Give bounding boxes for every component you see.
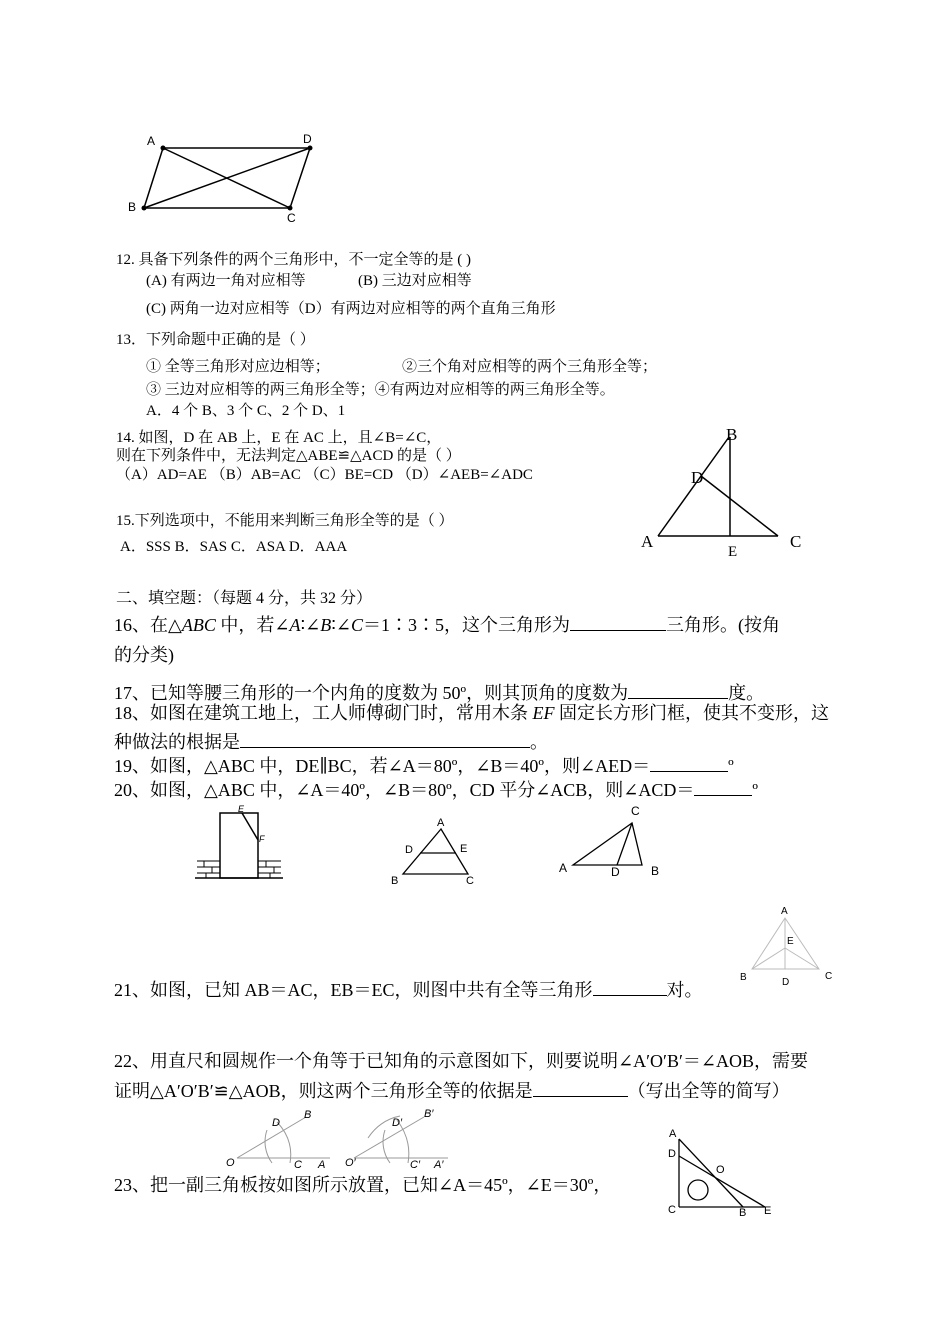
fig22a-label-c: C bbox=[294, 1159, 302, 1171]
fig14-label-a: A bbox=[641, 532, 654, 551]
q19-answer-blank[interactable] bbox=[650, 753, 728, 772]
section-2-heading: 二、填空题：（每题 4 分，共 32 分） bbox=[116, 590, 373, 607]
fig23-label-c: C bbox=[668, 1204, 676, 1216]
fig22a-label-a: A bbox=[318, 1159, 326, 1171]
fig21-label-a: A bbox=[781, 906, 788, 917]
fig14-label-c: C bbox=[790, 532, 802, 551]
q21-answer-blank[interactable] bbox=[593, 977, 667, 996]
q16-line-2: 的分类) bbox=[114, 645, 174, 665]
q13-choices: A．4 个 B、3 个 C、2 个 D、1 bbox=[146, 403, 346, 419]
q17: 17、已知等腰三角形的一个内角的度数为 50º，则其顶角的度数为 度。 bbox=[114, 680, 764, 702]
fig14-label-d: D bbox=[691, 468, 704, 487]
q13-prop-2: ②三个角对应相等的两个三角形全等； bbox=[402, 359, 658, 375]
q12-option-cd: (C) 两角一边对应相等（D）有两边对应相等的两个直角三角形 bbox=[146, 301, 556, 317]
q15-stem: 15.下列选项中，不能用来判断三角形全等的是（ ） bbox=[116, 513, 454, 529]
fig22b-label-a: A′ bbox=[434, 1159, 444, 1171]
q22-line-2: 证明△A′O′B′≌△AOB，则这两个三角形全等的依据是 （写出全等的简写） bbox=[114, 1078, 790, 1100]
fig22a-label-d: D bbox=[272, 1117, 280, 1129]
q15-choices: A．SSS B．SAS C．ASA D．AAA bbox=[120, 539, 348, 555]
q18-line-1: 18、如图在建筑工地上，工人师傅砌门时，常用木条 EF 固定长方形门框，使其不变形，这 bbox=[114, 703, 829, 723]
door-label-e: E bbox=[238, 804, 245, 814]
fig23-label-o: O bbox=[716, 1164, 725, 1176]
q12-option-b: (B) 三边对应相等 bbox=[358, 273, 472, 289]
q14-line-1: 14. 如图，D 在 AB 上，E 在 AC 上，且∠B=∠C， bbox=[116, 430, 442, 446]
fig21-label-b: B bbox=[740, 972, 747, 983]
fig19-label-c: C bbox=[466, 875, 474, 887]
q14-line-2: 则在下列条件中，无法判定△ABE≌△ACD 的是（ ） bbox=[116, 448, 461, 464]
fig21-label-d: D bbox=[782, 977, 790, 988]
door-label-f: F bbox=[259, 834, 265, 844]
q16-answer-blank[interactable] bbox=[570, 612, 666, 631]
fig14-label-e: E bbox=[728, 544, 738, 560]
q17-answer-blank[interactable] bbox=[628, 680, 728, 699]
q12-option-a: (A) 有两边一角对应相等 bbox=[146, 273, 306, 289]
fig21-label-e: E bbox=[787, 936, 794, 947]
fig20-label-a: A bbox=[559, 861, 568, 875]
q22-answer-blank[interactable] bbox=[533, 1078, 628, 1097]
para-label-b: B bbox=[128, 200, 137, 214]
fig22b-label-o: O′ bbox=[345, 1157, 356, 1169]
fig21-label-c: C bbox=[825, 971, 833, 982]
fig22b-label-d: D′ bbox=[392, 1117, 403, 1129]
fig23-label-e: E bbox=[764, 1205, 772, 1217]
q12-stem: 12. 具备下列条件的两个三角形中，不一定全等的是 ( ) bbox=[116, 252, 471, 268]
para-label-c: C bbox=[287, 211, 296, 225]
fig14-label-b: B bbox=[726, 425, 738, 444]
fig23-label-d: D bbox=[668, 1148, 676, 1160]
fig20-label-b: B bbox=[651, 864, 660, 878]
fig19-label-b: B bbox=[391, 875, 399, 887]
fig23-label-b: B bbox=[739, 1207, 747, 1219]
q21: 21、如图，已知 AB＝AC，EB＝EC，则图中共有全等三角形 对。 bbox=[114, 977, 703, 999]
fig20-label-d: D bbox=[611, 865, 620, 879]
q22-line-1: 22、用直尺和圆规作一个角等于已知角的示意图如下，则要说明∠A′O′B′＝∠AOB，需要 bbox=[114, 1051, 808, 1071]
fig20-label-c: C bbox=[631, 804, 640, 818]
para-label-d: D bbox=[303, 132, 312, 146]
q13-prop-34: ③ 三边对应相等的两三角形全等；④有两边对应相等的两三角形全等。 bbox=[146, 382, 615, 398]
fig22a-label-b: B bbox=[304, 1109, 312, 1121]
fig19-label-d: D bbox=[405, 844, 413, 856]
q13-prop-1: ① 全等三角形对应边相等； bbox=[146, 359, 330, 375]
para-label-a: A bbox=[147, 134, 156, 148]
fig19-label-a: A bbox=[437, 817, 445, 829]
q14-choices: （A）AD=AE （B）AB=AC （C）BE=CD （D）∠AEB=∠ADC bbox=[116, 467, 533, 483]
q19: 19、如图，△ABC 中，DE∥BC，若∠A＝80º，∠B＝40º，则∠AED＝ º bbox=[114, 753, 734, 775]
fig23-label-a: A bbox=[669, 1128, 677, 1140]
q18-line-2: 种做法的根据是 。 bbox=[114, 729, 548, 751]
q18-answer-blank[interactable] bbox=[240, 729, 530, 748]
fig22a-label-o: O bbox=[226, 1157, 235, 1169]
q20: 20、如图，△ABC 中，∠A＝40º，∠B＝80º，CD 平分∠ACB，则∠ACD＝ º bbox=[114, 777, 758, 799]
q13-stem: 13．下列命题中正确的是（ ） bbox=[116, 332, 315, 348]
fig22b-label-c: C′ bbox=[410, 1159, 421, 1171]
fig19-label-e: E bbox=[460, 843, 468, 855]
q20-answer-blank[interactable] bbox=[694, 777, 752, 796]
q23: 23、把一副三角板按如图所示放置，已知∠A＝45º，∠E＝30º， bbox=[114, 1175, 612, 1195]
fig22b-label-b: B′ bbox=[424, 1108, 434, 1120]
q16-line-1: 16、在△ABC 中，若∠A∶∠B∶∠C＝1∶3∶5，这个三角形为 三角形。(按角 bbox=[114, 612, 780, 634]
